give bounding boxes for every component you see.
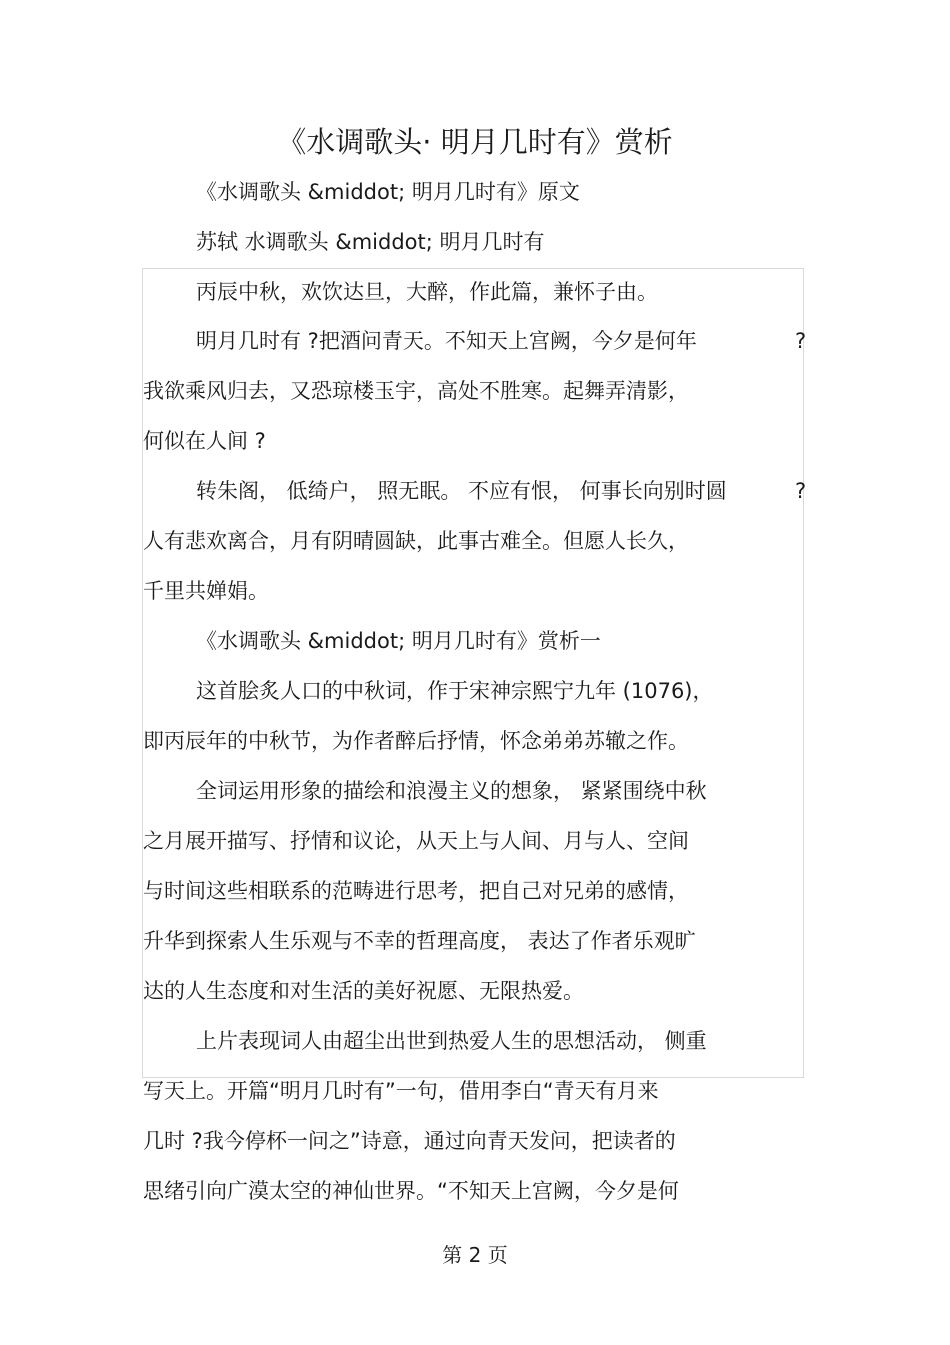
analysis-line: 这首脍炙人口的中秋词，作于宋神宗熙宁九年 (1076)， <box>196 679 714 703</box>
poem-line: 转朱阁， 低绮户， 照无眠。 不应有恨， 何事长向别时圆 <box>196 479 727 503</box>
analysis-line: 升华到探索人生乐观与不幸的哲理高度， 表达了作者乐观旷 <box>143 929 696 953</box>
analysis-line: 与时间这些相联系的范畴进行思考，把自己对兄弟的感情， <box>143 879 689 903</box>
poem-line: 千里共婵娟。 <box>143 579 269 603</box>
analysis-line: 思绪引向广漠太空的神仙世界。“不知天上宫阙，今夕是何 <box>143 1179 679 1203</box>
poem-line: ? <box>795 479 807 503</box>
analysis-line: 上片表现词人由超尘出世到热爱人生的思想活动， 侧重 <box>196 1029 707 1053</box>
author-line: 苏轼 水调歌头 &middot; 明月几时有 <box>196 230 545 254</box>
poem-line: 人有悲欢离合，月有阴晴圆缺，此事古难全。但愿人长久， <box>143 529 689 553</box>
poem-preface: 丙辰中秋，欢饮达旦，大醉，作此篇，兼怀子由。 <box>196 280 658 304</box>
analysis-line: 之月展开描写、抒情和议论，从天上与人间、月与人、空间 <box>143 829 689 853</box>
poem-line: 明月几时有 ?把酒问青天。不知天上宫阙，今夕是何年 <box>196 329 697 353</box>
analysis-line: 写天上。开篇“明月几时有”一句，借用李白“青天有月来 <box>143 1079 659 1103</box>
analysis-line: 几时 ?我今停杯一问之”诗意，通过向青天发问，把读者的 <box>143 1129 676 1153</box>
section-heading-original: 《水调歌头 &middot; 明月几时有》原文 <box>196 180 580 204</box>
analysis-line: 即丙辰年的中秋节，为作者醉后抒情，怀念弟弟苏辙之作。 <box>143 729 689 753</box>
page-number: 第 2 页 <box>442 1243 508 1267</box>
page-title: 《水调歌头· 明月几时有》赏析 <box>277 125 673 159</box>
poem-line: 我欲乘风归去，又恐琼楼玉宇，高处不胜寒。起舞弄清影， <box>143 379 689 403</box>
analysis-line: 全词运用形象的描绘和浪漫主义的想象， 紧紧围绕中秋 <box>196 779 707 803</box>
poem-line: 何似在人间 ? <box>143 429 266 453</box>
poem-line: ? <box>795 329 807 353</box>
section-heading-analysis: 《水调歌头 &middot; 明月几时有》赏析一 <box>196 629 601 653</box>
analysis-line: 达的人生态度和对生活的美好祝愿、无限热爱。 <box>143 979 584 1003</box>
